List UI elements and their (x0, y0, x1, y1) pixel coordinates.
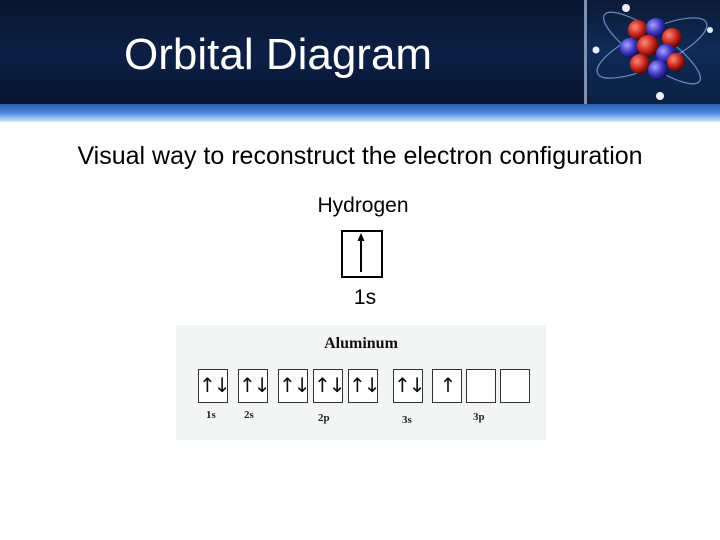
hydrogen-orbital-label: 1s (353, 286, 377, 309)
hydrogen-1s-orbital-box (341, 230, 383, 278)
orbital-box-1s: ↑↓ (198, 369, 228, 403)
orbital-box-3p-b (466, 369, 496, 403)
orbital-box-3s: ↑↓ (393, 369, 423, 403)
orbital-box-2p-c: ↑↓ (348, 369, 378, 403)
spin-up-arrow-icon (343, 232, 381, 276)
orbital-box-2p-a: ↑↓ (278, 369, 308, 403)
slide-title: Orbital Diagram (124, 30, 433, 79)
orbital-label-3p: 3p (473, 411, 485, 423)
atom-icon (590, 0, 720, 110)
orbital-label-2p: 2p (318, 412, 330, 424)
orbital-label-3s: 3s (402, 414, 412, 426)
orbital-box-2s: ↑↓ (238, 369, 268, 403)
orbital-label-1s: 1s (206, 409, 216, 421)
orbital-box-3p-c (500, 369, 530, 403)
orbital-box-3p-a: ↑ (432, 369, 462, 403)
orbital-label-2s: 2s (244, 409, 254, 421)
slide-header (0, 0, 720, 122)
aluminum-diagram (176, 325, 546, 440)
orbital-box-2p-b: ↑↓ (313, 369, 343, 403)
aluminum-title: Aluminum (324, 335, 398, 352)
hydrogen-label: Hydrogen (317, 194, 409, 217)
slide-subtitle: Visual way to reconstruct the electron configuration (77, 142, 643, 170)
